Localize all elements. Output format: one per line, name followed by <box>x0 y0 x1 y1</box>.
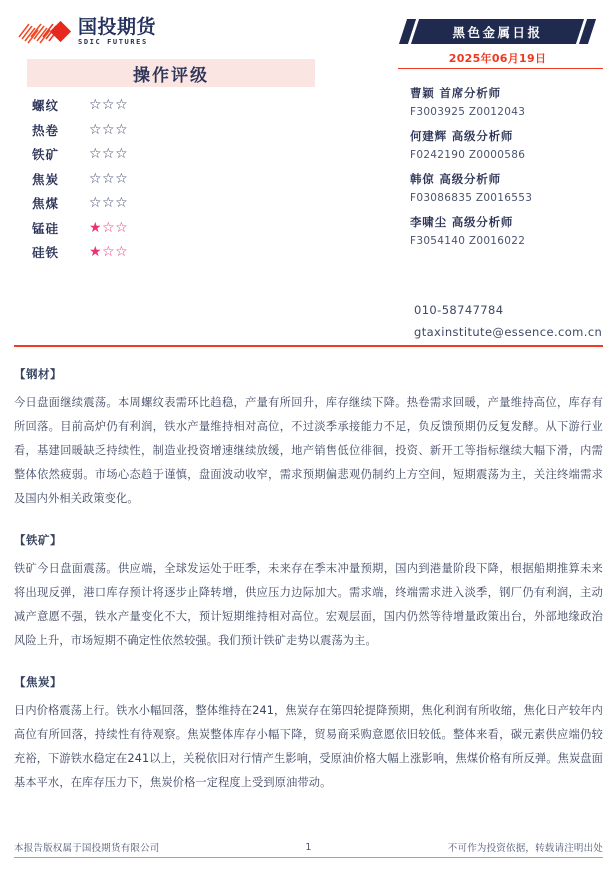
header-divider <box>14 345 603 347</box>
analyst-license-codes: F3054140 Z0016022 <box>410 235 526 247</box>
contact-block <box>414 303 614 347</box>
section-body-text: 日内价格震荡上行。铁水小幅回落，整体维持在241，焦炭存在第四轮提降预期，焦化利润有所收缩，焦化日产较年内高位有所回落，持续性有待观察。焦炭整体库存小幅下降，贸易商采购意愿依旧较低。整体来看，碳元素供应端仍较充裕，下游铁水稳定在241以上，关税依旧对行情产生影响，受原油价格大幅上涨影响，焦煤价格有所反弹。焦炭盘面基本平水，在库存压力下，焦炭价格一定程度上受到原油带动。 <box>14 704 603 789</box>
rating-row <box>27 93 317 118</box>
rating-row <box>27 118 317 143</box>
footer-page-number: 1 <box>305 841 312 853</box>
section-heading: 【焦炭】 <box>14 675 62 689</box>
analyst-license-codes: F0242190 Z0000586 <box>410 149 526 161</box>
footer-divider <box>14 857 603 858</box>
analyst-name: 李啸尘 高级分析师 <box>410 215 514 229</box>
report-footer <box>0 830 615 870</box>
rating-row-label: 热卷 <box>32 122 60 138</box>
rating-row-label: 铁矿 <box>32 147 60 163</box>
report-section <box>14 532 603 653</box>
section-heading: 【钢材】 <box>14 367 62 381</box>
rating-row-label: 锰硅 <box>32 220 60 236</box>
section-heading: 【铁矿】 <box>14 533 62 547</box>
rating-stars: ☆☆☆ <box>89 97 129 114</box>
report-section <box>14 366 603 511</box>
rating-stars: ☆☆☆ <box>89 170 129 187</box>
rating-row <box>27 142 317 167</box>
rating-row-label: 螺纹 <box>32 98 60 114</box>
section-body-text: 铁矿今日盘面震荡。供应端，全球发运处于旺季，未来存在季末冲量预期，国内到港量阶段下降，根据船期推算未来将出现反弹，港口库存预计将逐步止降转增，供应压力边际加大。需求端，终端需求进入淡季，钢厂仍有利润，主动减产意愿不强，铁水产量变化不大，预计短期维持相对高位。宏观层面，国内仍然等待增量政策出台，外部地缘政治风险上升，市场短期不确定性依然较强。我们预计铁矿走势以震荡为主。 <box>14 562 603 647</box>
rating-row <box>27 240 317 265</box>
rating-stars: ☆☆☆ <box>89 121 129 138</box>
rating-row <box>27 191 317 216</box>
footer-copyright: 本报告版权属于国投期货有限公司 <box>14 843 160 854</box>
brand-name-cn: 国投期货 <box>78 16 157 38</box>
footer-disclaimer: 不可作为投资依据，转载请注明出处 <box>447 843 603 854</box>
report-section <box>14 674 603 795</box>
section-body-text: 今日盘面继续震荡。本周螺纹表需环比趋稳，产量有所回升，库存继续下降。热卷需求回暖，产量维持高位，库存有所回落。目前高炉仍有利润，铁水产量维持相对高位，不过淡季承接能力不足，负反馈预期仍反复发酵。从下游行业看，基建回暖缺乏持续性，制造业投资增速继续放缓，地产销售低位徘徊，投资、新开工等指标继续大幅下滑，内需整体依然疲弱。市场心态趋于谨慎，盘面波动收窄，需求预期偏悲观仍制约上方空间，短期震荡为主，关注终端需求及国内外相关政策变化。 <box>14 396 603 505</box>
contact-phone: 010-58747784 <box>414 303 504 317</box>
analyst-name: 曹颖 首席分析师 <box>410 86 501 100</box>
report-date: 2025年06月19日 <box>448 52 547 65</box>
rating-row-label: 焦炭 <box>32 171 60 187</box>
report-title: 黑色金属日报 <box>452 24 543 40</box>
brand-name-en: SDIC FUTURES <box>78 38 148 46</box>
contact-email: gtaxinstitute@essence.com.cn <box>414 325 603 339</box>
analyst-license-codes: F03086835 Z0016553 <box>410 192 533 204</box>
rating-stars: ☆☆☆ <box>89 146 129 163</box>
analyst-license-codes: F3003925 Z0012043 <box>410 106 526 118</box>
brand-logo <box>17 14 187 50</box>
brand-wordmark <box>78 18 156 46</box>
rating-row <box>27 216 317 241</box>
report-content <box>14 366 603 816</box>
footer-row <box>14 840 603 854</box>
analyst-name: 何建辉 高级分析师 <box>410 129 514 143</box>
rating-row <box>27 167 317 192</box>
rating-title: 操作评级 <box>133 65 209 86</box>
rating-title-band <box>27 59 315 87</box>
rating-stars: ★☆☆ <box>89 219 129 236</box>
rating-row-label: 焦煤 <box>32 196 60 212</box>
report-title-banner <box>403 19 592 44</box>
analyst-name: 韩倞 高级分析师 <box>410 172 501 186</box>
sdic-diamond-stripes-logo-icon <box>17 17 73 47</box>
rating-row-label: 硅铁 <box>32 245 60 261</box>
report-header <box>0 0 615 345</box>
rating-list <box>27 93 317 265</box>
rating-stars: ★☆☆ <box>89 244 129 261</box>
rating-stars: ☆☆☆ <box>89 195 129 212</box>
analyst-list <box>410 85 610 257</box>
date-divider <box>398 68 603 69</box>
